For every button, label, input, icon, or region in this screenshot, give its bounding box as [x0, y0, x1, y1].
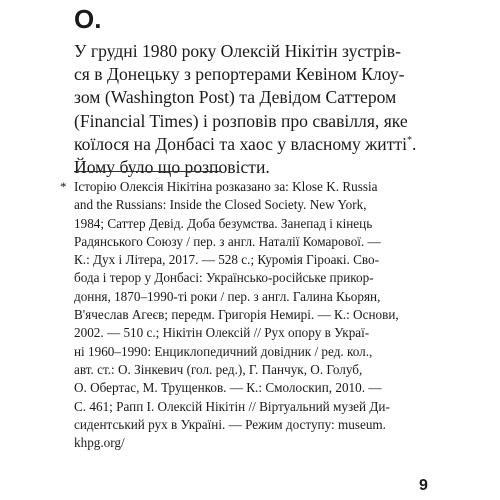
body-line-text: коїлося на Донбасі та хаос у власному житті — [74, 133, 407, 154]
chapter-heading: О. — [74, 4, 102, 34]
body-line-tail: . — [411, 133, 417, 154]
body-line: ся в Донецьку з репортерами Кевіном Клоу- — [74, 64, 405, 85]
page-number: 9 — [419, 477, 428, 494]
footnote-line[interactable]: khpg.org/ — [74, 435, 125, 451]
footnote-line: С. 461; Рапп І. Олексій Нікітін // Віртуальний музей Ди- — [74, 398, 390, 414]
body-line: Йому було що розповісти. — [74, 157, 270, 178]
footnote-line: бода і терор у Донбасі: Українсько-російське прикор- — [74, 270, 374, 286]
footnote-line: Радянського Союзу / пер. з англ. Наталії Комарової. — — [74, 233, 381, 249]
footnote-line: Історію Олексія Нікітіна розказано за: Klose K. Russia — [74, 179, 378, 194]
footnote-line: 2002. — 510 с.; Нікітін Олексій // Рух опору в Украї- — [74, 325, 370, 341]
footnote-line: доння, 1870–1990-ті роки / пер. з англ. Галина Кьорян, — [74, 288, 381, 304]
body-paragraph — [74, 40, 434, 179]
footnote-marker: * — [60, 179, 67, 194]
footnote-line: 1984; Саттер Девід. Доба безумства. Занепад і кінець — [74, 215, 373, 231]
body-line: зом (Washington Post) та Девідом Саттером — [74, 87, 397, 108]
footnote-line: авт. ст.: О. Зінкевич (гол. ред.), Г. Панчук, О. Голуб, — [74, 361, 363, 377]
footnote-separator — [74, 171, 222, 172]
footnote — [74, 178, 438, 452]
footnote-line: К.: Дух і Літера, 2017. — 528 с.; Куромія Гіроакі. Сво- — [74, 252, 380, 268]
footnote-line: В'ячеслав Агеєв; передм. Григорія Немирі. — К.: Основи, — [74, 307, 399, 323]
footnote-line: ні 1960–1990: Енциклопедичний довідник / ред. кол., — [74, 343, 373, 359]
footnote-line: and the Russians: Inside the Closed Society. New York, — [74, 197, 367, 213]
body-line — [74, 133, 434, 156]
body-line: У грудні 1980 року Олексій Нікітін зустрів- — [74, 41, 401, 61]
footnote-line: сидентський рух в Україні. — Режим доступу: museum. — [74, 416, 386, 432]
footnote-line: О. Обертас, М. Трущенков. — К.: Смолоскип, 2010. — — [74, 380, 382, 396]
body-line: (Financial Times) і розповів про свавілля, яке — [74, 110, 408, 131]
footnote-reference[interactable]: * — [406, 134, 412, 146]
